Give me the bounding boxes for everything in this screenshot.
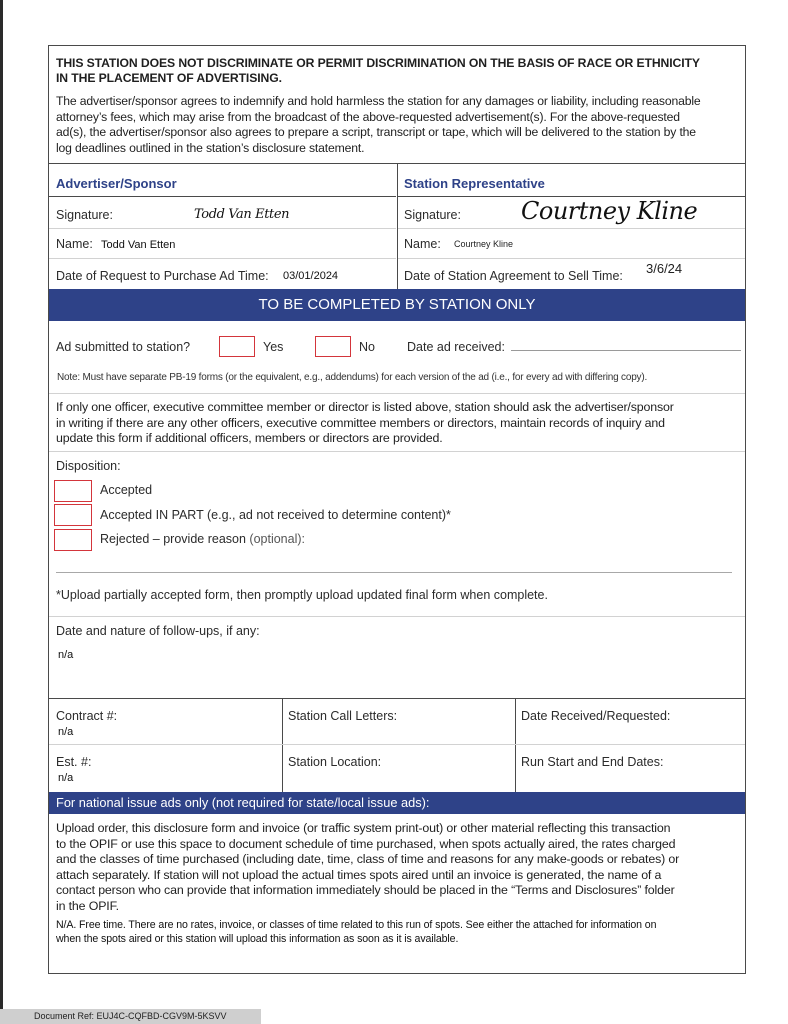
advertiser-date[interactable]: 03/01/2024 xyxy=(283,270,339,282)
response-line: N/A. Free time. There are no rates, invoice, or classes of time related to this run of spots. See either the attached for information on xyxy=(56,919,657,931)
rejected-label xyxy=(100,532,305,546)
divider xyxy=(49,616,745,617)
notice-heading-line2: IN THE PLACEMENT OF ADVERTISING. xyxy=(56,71,282,85)
rejected-checkbox[interactable] xyxy=(54,529,92,551)
no-label: No xyxy=(359,340,375,354)
advertiser-signature: Todd Van Etten xyxy=(194,207,290,222)
national-instructions xyxy=(56,821,739,915)
notice-body-line: log deadlines outlined in the station’s disclosure statement. xyxy=(56,140,365,155)
national-line: in the OPIF. xyxy=(56,898,119,913)
notice-body-line: attorney’s fees, which may arise from the broadcast of the above-requested advertisement(s). For the above-requested xyxy=(56,109,680,124)
station-rep-date-label: Date of Station Agreement to Sell Time: xyxy=(404,269,623,283)
notice-heading-line1: THIS STATION DOES NOT DISCRIMINATE OR PERMIT DISCRIMINATION ON THE BASIS OF RACE OR ETHNICITY xyxy=(56,56,700,70)
divider xyxy=(49,196,396,197)
officer-line: If only one officer, executive committee member or director is listed above, station should ask the advertiser/sponsor xyxy=(56,400,674,414)
station-rep-name-label: Name: xyxy=(404,237,441,251)
divider xyxy=(49,744,745,745)
advertiser-heading: Advertiser/Sponsor xyxy=(56,176,177,191)
column-divider xyxy=(515,698,516,792)
divider xyxy=(398,258,745,259)
notice-body-line: ad(s), the advertiser/sponsor also agrees to prepare a script, transcript or tape, which will be delivered to the station by the xyxy=(56,125,696,140)
station-rep-name[interactable]: Courtney Kline xyxy=(454,239,514,249)
yes-checkbox[interactable] xyxy=(219,336,255,357)
page-edge xyxy=(0,0,3,1024)
name-label-text: Name: xyxy=(56,237,93,251)
ad-submitted-label: Ad submitted to station? xyxy=(56,340,191,354)
notice-section xyxy=(56,56,739,156)
advertiser-name-label xyxy=(56,237,93,251)
divider xyxy=(49,228,396,229)
advertiser-date-label: Date of Request to Purchase Ad Time: xyxy=(56,269,269,283)
date-ad-received-field[interactable] xyxy=(511,350,741,351)
station-rep-signature: Courtney Kline xyxy=(521,197,698,225)
date-received-requested-label: Date Received/Requested: xyxy=(521,709,671,723)
national-line: Upload order, this disclosure form and invoice (or traffic system print-out) or other material reflecting this transaction xyxy=(56,821,671,835)
date-ad-received-label: Date ad received: xyxy=(407,340,505,354)
officer-line: update this form if additional officers, members or directors are provided. xyxy=(56,431,443,446)
station-rep-date[interactable]: 3/6/24 xyxy=(646,261,683,276)
disposition-label: Disposition: xyxy=(56,459,121,473)
station-location-label: Station Location: xyxy=(288,755,382,769)
divider xyxy=(49,451,745,452)
rejected-label-text: Rejected – provide reason xyxy=(100,532,250,546)
yes-label: Yes xyxy=(263,340,284,354)
accepted-in-part-label: Accepted IN PART (e.g., ad not received to determine content)* xyxy=(100,508,451,522)
divider xyxy=(49,258,396,259)
advertiser-name[interactable]: Todd Van Etten xyxy=(101,239,176,251)
divider xyxy=(49,698,745,699)
divider xyxy=(398,228,745,229)
officer-line: in writing if there are any other officers, executive committee members or directors, maintain records of inquiry and xyxy=(56,415,665,430)
contract-label: Contract #: xyxy=(56,709,118,723)
followups-value[interactable]: n/a xyxy=(58,649,74,661)
national-response[interactable] xyxy=(56,918,739,946)
column-divider xyxy=(282,698,283,792)
contract-value[interactable]: n/a xyxy=(58,726,74,738)
call-letters-label: Station Call Letters: xyxy=(288,709,398,723)
station-rep-heading: Station Representative xyxy=(404,176,545,191)
column-divider xyxy=(397,163,398,289)
upload-note: *Upload partially accepted form, then promptly upload updated final form when complete. xyxy=(56,588,548,602)
national-line: attach separately. If station will not upload the actual times spots aired until an invoice is generated, the name of a xyxy=(56,867,662,882)
station-rep-signature-label: Signature: xyxy=(404,208,461,222)
est-value[interactable]: n/a xyxy=(58,772,74,784)
document-ref: Document Ref: EUJ4C-CQFBD-CGV9M-5KSVV xyxy=(0,1009,261,1024)
national-line: and the classes of time purchased (including date, time, class of time and reasons for any make-goods or rebates) or xyxy=(56,852,680,867)
rejected-optional-text: (optional): xyxy=(249,532,305,546)
pb19-note: Note: Must have separate PB-19 forms (or the equivalent, e.g., addendums) for each version of the ad (i.e., for every ad with differing copy). xyxy=(57,372,648,383)
station-only-banner: TO BE COMPLETED BY STATION ONLY xyxy=(49,289,745,321)
rejection-reason-field[interactable] xyxy=(56,572,732,573)
national-line: to the OPIF or use this space to document schedule of time purchased, when spots actually aired, the rates charged xyxy=(56,836,676,851)
accepted-label: Accepted xyxy=(100,483,153,497)
accepted-in-part-checkbox[interactable] xyxy=(54,504,92,526)
response-line: when the spots aired or this station will upload this information as soon as it is available. xyxy=(56,933,459,945)
followups-label: Date and nature of follow-ups, if any: xyxy=(56,624,260,638)
accepted-checkbox[interactable] xyxy=(54,480,92,502)
pb19-form xyxy=(48,45,746,974)
officer-instructions xyxy=(56,400,739,447)
notice-body-line: The advertiser/sponsor agrees to indemnify and hold harmless the station for any damages or liability, including reasonable xyxy=(56,94,701,108)
national-banner: For national issue ads only (not required for state/local issue ads): xyxy=(49,792,745,814)
no-checkbox[interactable] xyxy=(315,336,351,357)
national-line: contact person who can provide that information immediately should be placed in the “Terms and Disclosures” folder xyxy=(56,883,675,898)
divider xyxy=(49,393,745,394)
advertiser-signature-label: Signature: xyxy=(56,208,113,222)
run-dates-label: Run Start and End Dates: xyxy=(521,755,664,769)
est-label: Est. #: xyxy=(56,755,92,769)
